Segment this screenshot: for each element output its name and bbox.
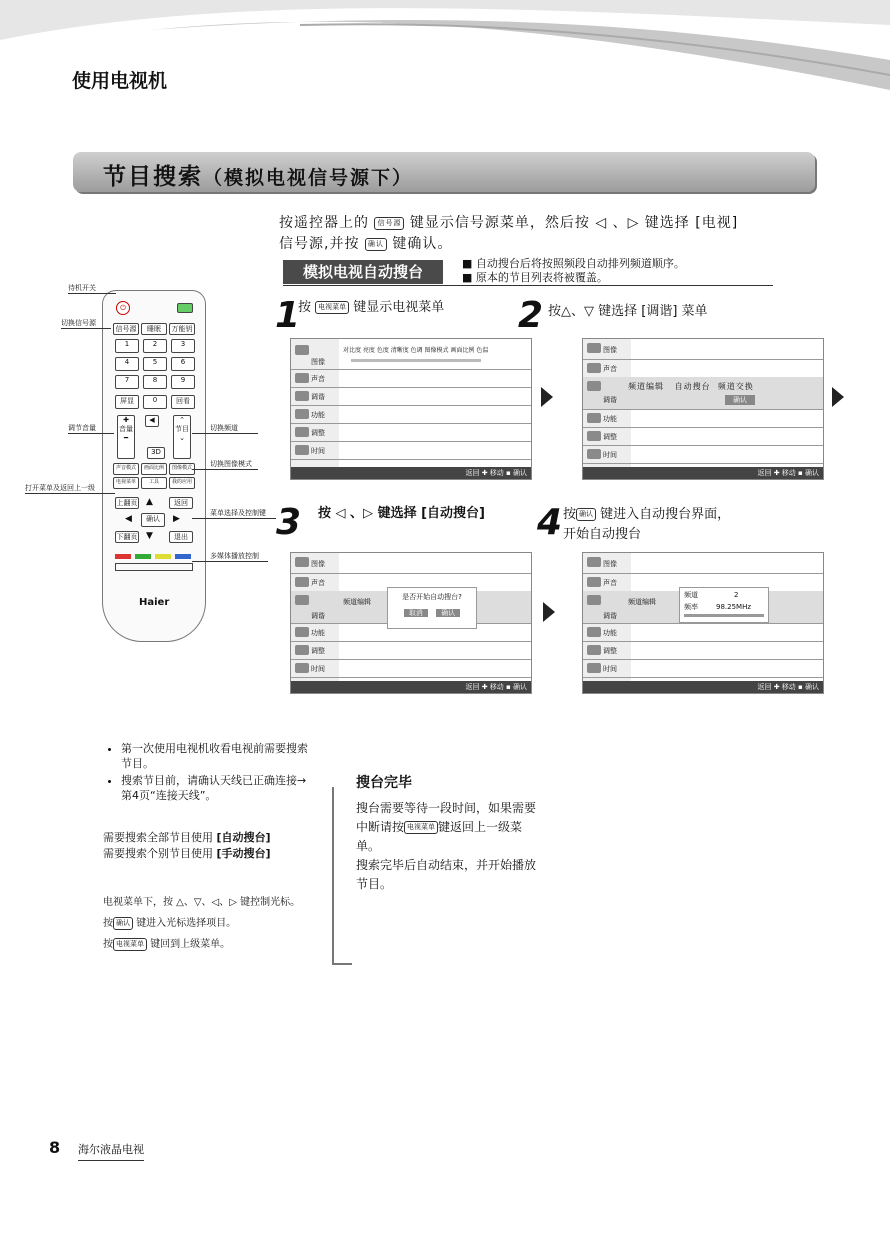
confirm-dialog: 是否开始自动搜台? 取消 确认 [387,587,477,629]
menu-footer: 返回 ✚ 移动 ▪ 确认 [291,467,531,479]
banner-title: 节目搜索（模拟电视信号源下） [103,164,414,190]
arrow-right-icon [543,602,555,622]
subsection-notes: ■ 自动搜台后将按照频段自动排列频道顺序。 ■ 原本的节目列表将被覆盖。 [462,257,685,284]
mute-icon[interactable]: ◀ [145,415,159,427]
ok-key: 确认 [365,238,387,251]
section-title: 使用电视机 [72,70,168,92]
step-1-number: 1 [275,295,301,336]
step-2-number: 2 [518,295,544,336]
arrow-right-icon [832,387,844,407]
step-1-text: 按 电视菜单 键显示电视菜单 [298,300,445,315]
header-swoosh [0,0,890,110]
step-4-text: 按 确认 键进入自动搜台界面，开始自动搜台 [563,507,731,542]
search-mode-note: 需要搜索全部节目使用 [自动搜台] 需要搜索个别节目使用 [手动搜台] [103,831,271,860]
subsection-title: 模拟电视自动搜台 [283,260,443,284]
scan-progress: 频道 2 频率 98.25MHz [679,587,769,623]
footer-brand: 海尔液晶电视 [78,1141,144,1161]
divider [283,285,773,286]
ok-button[interactable]: 确认 [436,609,460,617]
arrow-right-icon [541,387,553,407]
brand-logo: Haier [139,597,170,608]
menu-screen-4: 图像 声音 调谐 频道编辑 频道 2 频率 98.25MHz 功能 调整 时间 返回 ✚ 移动 ▪ 确认 [582,552,824,694]
navigation-hints: 电视菜单下，按 △、▽、◁、▷ 键控制光标。 按 确认 键进入光标选择项目。 按 电视菜单 键回到上级菜单。 [103,897,301,950]
menu-screen-2: 图像 声音 调谐 频道编辑 自动搜台 频道交换 确认 功能 调整 时间 返回 ✚ 移动 ▪ 确认 [582,338,824,480]
done-text: 搜台需要等待一段时间，如果需要中断请按 电视菜单 键返回上一级菜单。 搜索完毕后自动结束，并开始播放节目。 [356,801,537,891]
step-2-text: 按△、▽ 键选择 [调谐] 菜单 [548,304,708,319]
page-number: 8 [49,1138,61,1157]
done-title: 搜台完毕 [356,775,412,791]
remote-control: ⏻ 信号源 睡眠 万能钥 1 2 3 4 5 6 7 8 9 屏显 0 回看 ✚ 音量 ━ ◀ 3D ⌃ 节目 ⌄ 声音模式 画面比例 图像模式 电视菜单 工具 我的应用 上翻页 返回 确认 下翻页 退出 ▲ ◀ ▶ ▼ Haier [102,290,206,642]
power-icon[interactable]: ⏻ [116,301,130,315]
menu-screen-3: 图像 声音 调谐 频道编辑 是否开始自动搜台? 取消 确认 功能 调整 时间 返回 ✚ 移动 ▪ 确认 [290,552,532,694]
step-4-number: 4 [537,502,563,543]
step-3-number: 3 [276,502,302,543]
bullet-notes: • 第一次使用电视机收看电视前需要搜索节目。 • 搜索节目前，请确认天线已正确连接→第4页“连接天线”。 [103,741,313,805]
intro-text: 按遥控器上的 信号源 键显示信号源菜单，然后按 ◁ 、▷ 键选择 [电视] 信号源,并按 确认 键确认。 [279,215,739,252]
vertical-rule [332,787,334,965]
cancel-button[interactable]: 取消 [404,609,428,617]
source-key: 信号源 [374,217,404,230]
step-3-text: 按 ◁ 、▷ 键选择 [自动搜台] [318,506,485,521]
menu-screen-1: 图像 对比度 亮度 色度 清晰度 色调 图像模式 画面比例 色温 声音 调谐 功能 调整 时间 返回 ✚ 移动 ▪ 确认 [290,338,532,480]
